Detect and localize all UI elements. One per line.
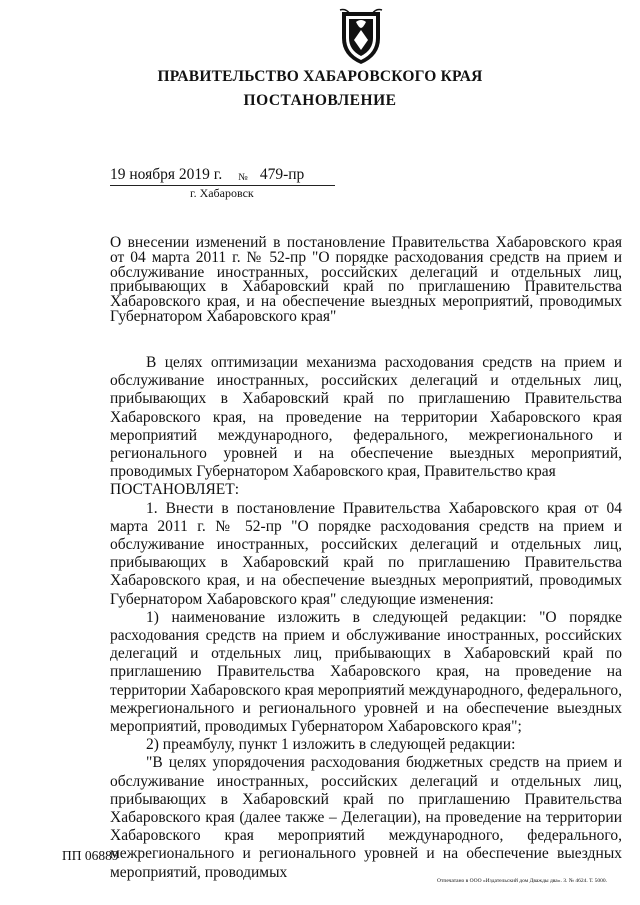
city: г. Хабаровск [190, 186, 254, 200]
document-date: 19 ноября 2019 г. [110, 166, 223, 183]
item-1: 1. Внести в постановление Правительства Хабаровского края от 04 марта 2011 г. № 52-пр "О порядке расходования средств на прием и обслуживание иностранных, российских делегаций и отдельных лиц, прибывающих в Хабаровский край по приглашению Правительства Хабаровского края, и на обеспечение выездных мероприятий, проводимых Губернатором Хабаровского края" следующие изменения: [110, 499, 622, 608]
number-sign: № [238, 172, 248, 183]
quoted-text: "В целях упорядочения расходования бюджетных средств на прием и обслуживание иностранных, российских делегаций и отдельных лиц, прибывающих в Хабаровский край по приглашению Правительства Хабаровского края (далее также – Делегации), на проведение на территории Хабаровского края мероприятий международного, федерального, межрегионального и регионального уровней и на обеспечение выездных мероприятий, проводимых [110, 754, 622, 881]
preamble: В целях оптимизации механизма расходования средств на прием и обслуживание иностранных, российских делегаций и отдельных лиц, прибывающих в Хабаровский край по приглашению Правительства Хабаровского края, на проведение на территории Хабаровского края мероприятий международного, федерального, межрегионального и регионального уровней и на обеспечение выездных мероприятий, проводимых Губернатором Хабаровского края, Правительство края [110, 354, 622, 481]
document-body [110, 354, 622, 882]
document-number: 479-пр [259, 166, 305, 183]
document-type: ПОСТАНОВЛЕНИЕ [243, 92, 397, 109]
document-subject: О внесении изменений в постановление Правительства Хабаровского края от 04 марта 2011 г. № 52-пр "О порядке расходования средств на прием и обслуживание иностранных, российских делегаций и отдельных лиц, прибывающих в Хабаровский край по приглашению Правительства Хабаровского края, и на обеспечение выездных мероприятий, проводимых Губернатором Хабаровского края" [110, 234, 622, 325]
resolves-heading: ПОСТАНОВЛЯЕТ: [110, 481, 240, 499]
printer-note: Отпечатано в ООО «Издательский дом Дважды два». З. № 4624. Т. 5000. [437, 878, 608, 884]
form-code: ПП 06889 [62, 848, 119, 863]
item-1-2: 2) преамбулу, пункт 1 изложить в следующей редакции: [146, 736, 516, 754]
item-1-1: 1) наименование изложить в следующей редакции: "О порядке расходования средств на прием и обслуживание иностранных, российских делегаций и отдельных лиц, прибывающих в Хабаровский край по приглашению Правительства Хабаровского края, на проведение на территории Хабаровского края мероприятий международного, федерального, межрегионального и регионального уровней и на обеспечение выездных мероприятий, проводимых Губернатором Хабаровского края"; [110, 608, 622, 736]
date-number-line [110, 166, 304, 184]
coat-of-arms-icon [336, 8, 386, 66]
organization-title: ПРАВИТЕЛЬСТВО ХАБАРОВСКОГО КРАЯ [157, 68, 483, 85]
